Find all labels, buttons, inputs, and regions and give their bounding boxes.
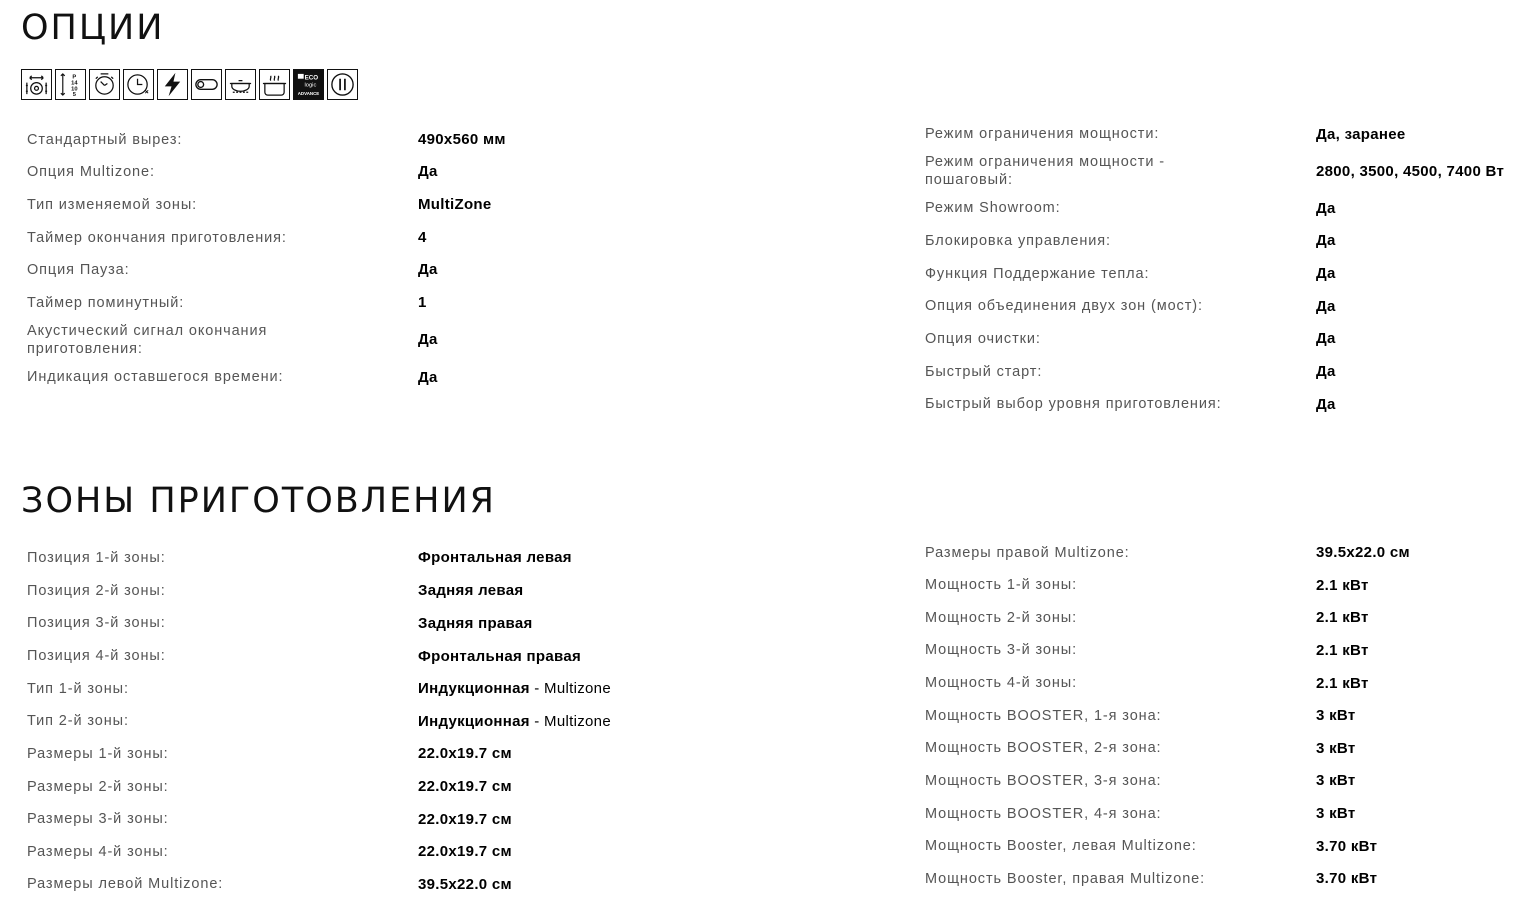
spec-value: 3 кВт [1316, 707, 1356, 724]
spec-label: Индикация оставшегося времени: [27, 369, 284, 385]
spec-label: Тип 1-й зоны: [27, 681, 129, 697]
spec-label: Тип изменяемой зоны: [27, 197, 198, 213]
spec-value: 22.0x19.7 см [418, 811, 512, 828]
spec-label: Таймер поминутный: [27, 295, 185, 311]
spec-label: Мощность 3-й зоны: [925, 642, 1078, 658]
spec-value: 4 [418, 229, 427, 246]
spec-value: 1 [418, 294, 427, 311]
power-steps-icon [55, 69, 86, 100]
spec-label: Позиция 2-й зоны: [27, 583, 166, 599]
spec-label: Мощность BOOSTER, 1-я зона: [925, 708, 1162, 724]
spec-label: Стандартный вырез: [27, 132, 183, 148]
spec-value: Задняя левая [418, 582, 524, 599]
spec-label: Мощность 1-й зоны: [925, 577, 1078, 593]
spec-label: Мощность 2-й зоны: [925, 610, 1078, 626]
spec-label: Размеры 1-й зоны: [27, 746, 169, 762]
options-section-title: ОПЦИИ [21, 8, 165, 48]
spec-label: Тип 2-й зоны: [27, 713, 129, 729]
spec-label: Мощность BOOSTER, 4-я зона: [925, 806, 1162, 822]
pause-icon [327, 69, 358, 100]
spec-value: 22.0x19.7 см [418, 745, 512, 762]
spec-value: Да [1316, 232, 1336, 249]
power-steps-10: 10 [71, 86, 78, 93]
spec-label: Опция объединения двух зон (мост): [925, 298, 1203, 314]
spec-value: 3 кВт [1316, 805, 1356, 822]
spec-label: Режим Showroom: [925, 200, 1061, 216]
spec-label: Режим ограничения мощности: [925, 126, 1160, 142]
spec-value [418, 713, 611, 731]
spec-value: Фронтальная левая [418, 549, 572, 566]
advance-text: ADVANCE [297, 91, 320, 97]
spec-label: Опция Multizone: [27, 164, 155, 180]
spec-value: Да [1316, 265, 1336, 282]
spec-label: Размеры 3-й зоны: [27, 811, 169, 827]
keep-warm-icon [225, 69, 256, 100]
spec-label: Позиция 1-й зоны: [27, 550, 166, 566]
eco-logic-advance-icon [293, 69, 324, 100]
end-timer-icon [89, 69, 120, 100]
zone-type: Индукционная [418, 680, 530, 697]
spec-label: Функция Поддержание тепла: [925, 266, 1150, 282]
spec-value: Да [418, 331, 438, 348]
power-steps-p: P [72, 74, 77, 81]
spec-label: Размеры 2-й зоны: [27, 779, 169, 795]
spec-label: Опция Пауза: [27, 262, 130, 278]
spec-label: Позиция 4-й зоны: [27, 648, 166, 664]
spec-value: Да, заранее [1316, 126, 1406, 143]
spec-value: Да [418, 369, 438, 386]
spec-value: 39.5x22.0 см [1316, 544, 1410, 561]
spec-label: Быстрый выбор уровня приготовления: [925, 396, 1222, 412]
spec-label: Опция очистки: [925, 331, 1041, 347]
spec-value: 39.5x22.0 см [418, 876, 512, 893]
spec-label: Размеры левой Multizone: [27, 876, 224, 892]
spec-value: 2.1 кВт [1316, 642, 1369, 659]
spec-label: Размеры 4-й зоны: [27, 844, 169, 860]
spec-label: Размеры правой Multizone: [925, 545, 1130, 561]
power-steps-14: 14 [71, 80, 78, 87]
spec-label: Мощность BOOSTER, 3-я зона: [925, 773, 1162, 789]
spec-value: 3 кВт [1316, 740, 1356, 757]
spec-value: 2.1 кВт [1316, 577, 1369, 594]
spec-value: 22.0x19.7 см [418, 778, 512, 795]
spec-value: Фронтальная правая [418, 648, 582, 665]
spec-value [418, 680, 611, 698]
eco-text: ECO [304, 74, 319, 82]
spec-value: Да [1316, 200, 1336, 217]
spec-value: Да [1316, 298, 1336, 315]
boil-pot-icon [259, 69, 290, 100]
spec-value: 3.70 кВт [1316, 870, 1378, 887]
spec-value: Да [418, 163, 438, 180]
spec-value: 3 кВт [1316, 772, 1356, 789]
option-icons-row [21, 69, 358, 100]
multizone-icon [21, 69, 52, 100]
spec-value: MultiZone [418, 196, 492, 213]
spec-label: Режим ограничения мощности - пошаговый: [925, 154, 1166, 188]
spec-value: 3.70 кВт [1316, 838, 1378, 855]
power-steps-5: 5 [72, 92, 76, 98]
spec-value: 490x560 мм [418, 131, 506, 148]
bridge-icon [191, 69, 222, 100]
spec-value: Да [1316, 363, 1336, 380]
zone-type-suffix: - Multizone [529, 713, 611, 730]
spec-label: Мощность Booster, правая Multizone: [925, 871, 1206, 887]
spec-value: Да [1316, 330, 1336, 347]
spec-label: Мощность 4-й зоны: [925, 675, 1078, 691]
spec-label: Акустический сигнал окончания приготовления: [27, 323, 268, 357]
logic-text: logic [304, 82, 317, 89]
booster-icon [157, 69, 188, 100]
minute-timer-icon [123, 69, 154, 100]
spec-label: Таймер окончания приготовления: [27, 230, 287, 246]
spec-value: Да [1316, 396, 1336, 413]
spec-label: Мощность BOOSTER, 2-я зона: [925, 740, 1162, 756]
zones-section-title: ЗОНЫ ПРИГОТОВЛЕНИЯ [21, 481, 497, 521]
spec-label: Мощность Booster, левая Multizone: [925, 838, 1197, 854]
spec-label: Позиция 3-й зоны: [27, 615, 166, 631]
spec-value: 22.0x19.7 см [418, 843, 512, 860]
spec-value: Да [418, 261, 438, 278]
spec-value: 2800, 3500, 4500, 7400 Вт [1316, 163, 1505, 180]
zone-type: Индукционная [418, 713, 530, 730]
spec-label: Блокировка управления: [925, 233, 1111, 249]
spec-value: 2.1 кВт [1316, 609, 1369, 626]
zone-type-suffix: - Multizone [529, 680, 611, 697]
spec-label: Быстрый старт: [925, 364, 1043, 380]
spec-value: Задняя правая [418, 615, 533, 632]
spec-value: 2.1 кВт [1316, 675, 1369, 692]
